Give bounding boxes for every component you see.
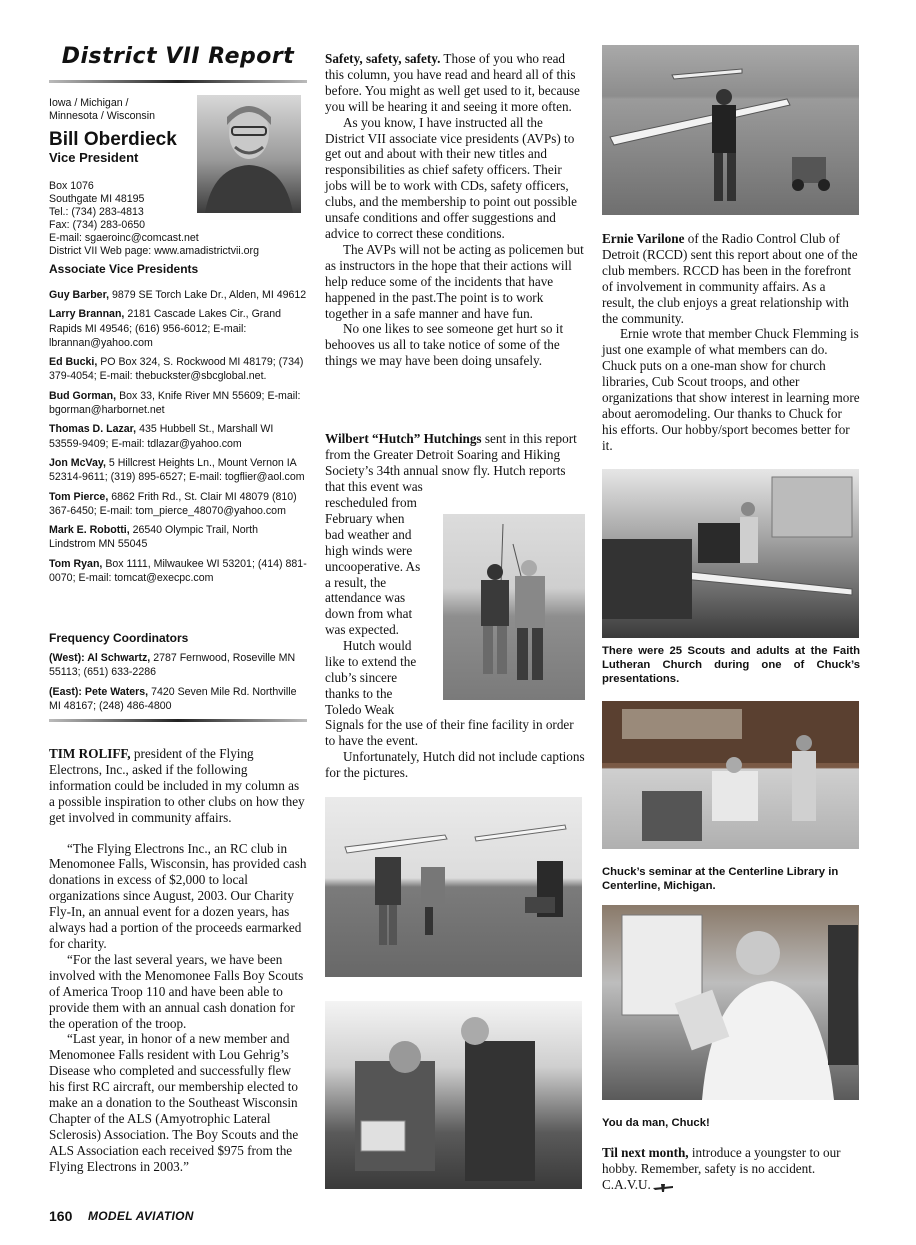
paragraph: Wilbert “Hutch” Hutchings sent in this report from the Greater Detroit Soaring and Hiking Society’s 34th annual snow fly. Hutch reports that this event was	[325, 431, 577, 494]
list-item: Thomas D. Lazar, 435 Hubbell St., Marshall WI 53559-9409; E-mail: tdlazar@yahoo.com	[49, 423, 274, 450]
paragraph: Ernie wrote that member Chuck Flemming is just one example of what members can do. Chuck puts on a one-man show for church libraries, Cub Scout troops, and other organizations that show interest in learning more about aeromodeling. Our thanks to Chuck for his efforts. Our hobby/sport becomes better for it.	[602, 326, 860, 453]
contact-line: Fax: (734) 283-0650	[49, 219, 145, 231]
text-line: like to extend the	[325, 654, 417, 670]
library-seminar-photo	[602, 701, 859, 849]
contact-line: District VII Web page: www.amadistrictvii.org	[49, 245, 259, 257]
hutch-article	[325, 431, 585, 495]
paragraph: As you know, I have instructed all the District VII associate vice presidents (AVPs) to get out and about with their new titles and responsibilities as chief safety officers. Their jobs will be to work with CDs, safety officers, clubs, and the membership to point out possible unsafe conditions and offer suggestions and advice to correct these conditions.	[325, 114, 577, 241]
hutch-article-end	[325, 717, 585, 781]
caption-library: Chuck’s seminar at the Centerline Library in Centerline, Michigan.	[602, 866, 839, 892]
list-item: Larry Brannan, 2181 Cascade Lakes Cir., Grand Rapids MI 49546; (616) 956-6012; E-mail: lbrannan@yahoo.com	[49, 308, 282, 349]
title-divider	[49, 80, 307, 83]
paragraph: No one likes to see someone get hurt so it behooves us all to take notice of some of the things we may have been doing unsafely.	[325, 321, 564, 369]
text-line: a result, the	[325, 574, 387, 590]
ernie-glider-photo	[602, 45, 859, 215]
snow-fly-gliders-photo	[325, 797, 582, 977]
text-line: club’s sincere	[325, 669, 398, 685]
contact-line: Box 1076	[49, 180, 94, 192]
paragraph: Safety, safety, safety. Those of you who read this column, you have read and heard all of this before. You might as well get used to it, because you will be hearing it and seeing it more often.	[325, 51, 580, 114]
text-line: uncooperative. As	[325, 558, 421, 574]
text-line: Toledo Weak	[325, 701, 395, 717]
list-item: Tom Pierce, 6862 Frith Rd., St. Clair MI 48079 (810) 367-6450; E-mail: tom_pierce_48070@yahoo.com	[49, 490, 297, 517]
frequency-list	[49, 651, 307, 718]
list-item: Ed Bucki, PO Box 324, S. Rockwood MI 48179; (734) 379-4054; E-mail: thebuckster@sbcglobal.net.	[49, 356, 304, 383]
paragraph: Unfortunately, Hutch did not include captions for the pictures.	[325, 748, 585, 780]
region-line: Iowa / Michigan /	[49, 97, 129, 109]
magazine-name: MODEL AVIATION	[88, 1209, 194, 1223]
text-line: attendance was	[325, 590, 406, 606]
associates-heading: Associate Vice Presidents	[49, 262, 199, 276]
region-line: Minnesota / Wisconsin	[49, 110, 155, 122]
contact-line: E-mail: sgaeroinc@comcast.net	[49, 232, 199, 244]
caption-chuck: You da man, Chuck!	[602, 1117, 710, 1129]
safety-article	[325, 51, 585, 369]
snow-fly-indoor-photo	[325, 1001, 582, 1189]
text-line: down from what	[325, 606, 413, 622]
paragraph: Ernie Varilone of the Radio Control Club of Detroit (RCCD) sent this report about one of the club members. RCCD has been in the forefront of involvement in community affairs. As a result, the club enjoys a great relationship with the community.	[602, 231, 858, 326]
section-divider	[49, 719, 307, 722]
list-item: Bud Gorman, Box 33, Knife River MN 55609; E-mail: bgorman@harbornet.net	[49, 389, 301, 417]
page-number: 160	[49, 1208, 73, 1224]
hutch-wrapped-text	[325, 495, 437, 718]
roliff-article	[49, 746, 307, 1175]
vp-position: Vice President	[49, 150, 139, 165]
paragraph: “The Flying Electrons Inc., an RC club in Menomonee Falls, Wisconsin, has provided cash donations in excess of $2,000 to local organizations since August, 2003. Our Charity Fly-In, an annual event for a dozen years, has always had a portion of the proceeds earmarked for charity.	[49, 840, 307, 951]
page-title: District VII Report	[61, 44, 295, 69]
text-line: February when	[325, 510, 405, 526]
ama-logo-icon	[653, 1181, 673, 1190]
contact-line: Southgate MI 48195	[49, 193, 145, 205]
closing-paragraph	[602, 1145, 860, 1193]
list-item: Jon McVay, 5 Hillcrest Heights Ln., Mount Vernon IA 52314-9611; (319) 895-6527; E-mail: togflier@aol.com	[49, 456, 305, 484]
list-item: (West): Al Schwartz, 2787 Fernwood, Roseville MN 55113; (651) 633-2286	[49, 652, 296, 679]
list-item: (East): Pete Waters, 7420 Seven Mile Rd. Northville MI 48167; (248) 486-4800	[49, 685, 297, 712]
list-item: Mark E. Robotti, 26540 Olympic Trail, North Lindstrom MN 55045	[49, 524, 259, 551]
text-line: thanks to the	[325, 685, 393, 701]
vp-name: Bill Oberdieck	[49, 129, 177, 150]
paragraph: The AVPs will not be acting as policemen but as instructors in the hope that their actions will help reduce some of the incidents that have happened in the past.The point is to work together in a safe manner and have fun.	[325, 241, 584, 321]
chuck-portrait-photo	[602, 905, 859, 1100]
paragraph: TIM ROLIFF, president of the Flying Electrons, Inc., asked if the following information could be included in my column as a possible inspiration to other clubs on how they get involved in community affairs.	[49, 746, 305, 825]
paragraph: Til next month, introduce a youngster to our hobby. Remember, safety is no accident. C.A.V.U.	[602, 1145, 841, 1192]
associates-list	[49, 288, 307, 590]
text-line: rescheduled from	[325, 495, 417, 510]
vp-contact-block	[49, 180, 307, 258]
church-presentation-photo	[602, 469, 859, 638]
ernie-article	[602, 231, 860, 454]
contact-line: Tel.: (734) 283-4813	[49, 206, 144, 218]
list-item: Tom Ryan, Box 1111, Milwaukee WI 53201; (414) 881-0070; E-mail: tomcat@execpc.com	[49, 557, 307, 585]
paragraph: “For the last several years, we have been involved with the Menomonee Falls Boy Scouts of America Troop 110 and have been able to provide them with an annual cash donation for the operation of the troop.	[49, 951, 304, 1031]
text-line: was expected.	[325, 622, 399, 638]
list-item: Guy Barber, 9879 SE Torch Lake Dr., Alden, MI 49612	[49, 289, 307, 301]
paragraph: Signals for the use of their fine facility in order to have the event.	[325, 717, 574, 748]
hutch-field-photo	[443, 514, 585, 700]
paragraph: “Last year, in honor of a new member and Menomonee Falls resident with Lou Gehrig’s Disease who completed and successfully flew his first RC aircraft, our membership elected to make an a donation to the Southeast Wisconsin Chapter of the ALS (Amyotrophic Lateral Sclerosis) Association. The Boy Scouts and the ALS Association each received $975 from the Flying Electrons in 2003.”	[49, 1031, 299, 1174]
frequency-heading: Frequency Coordinators	[49, 631, 189, 645]
text-line: high winds were	[325, 542, 413, 558]
text-line: bad weather and	[325, 526, 412, 542]
caption-church: There were 25 Scouts and adults at the Faith Lutheran Church during one of Chuck’s presentations.	[602, 645, 860, 685]
text-line: Hutch would	[343, 638, 412, 654]
